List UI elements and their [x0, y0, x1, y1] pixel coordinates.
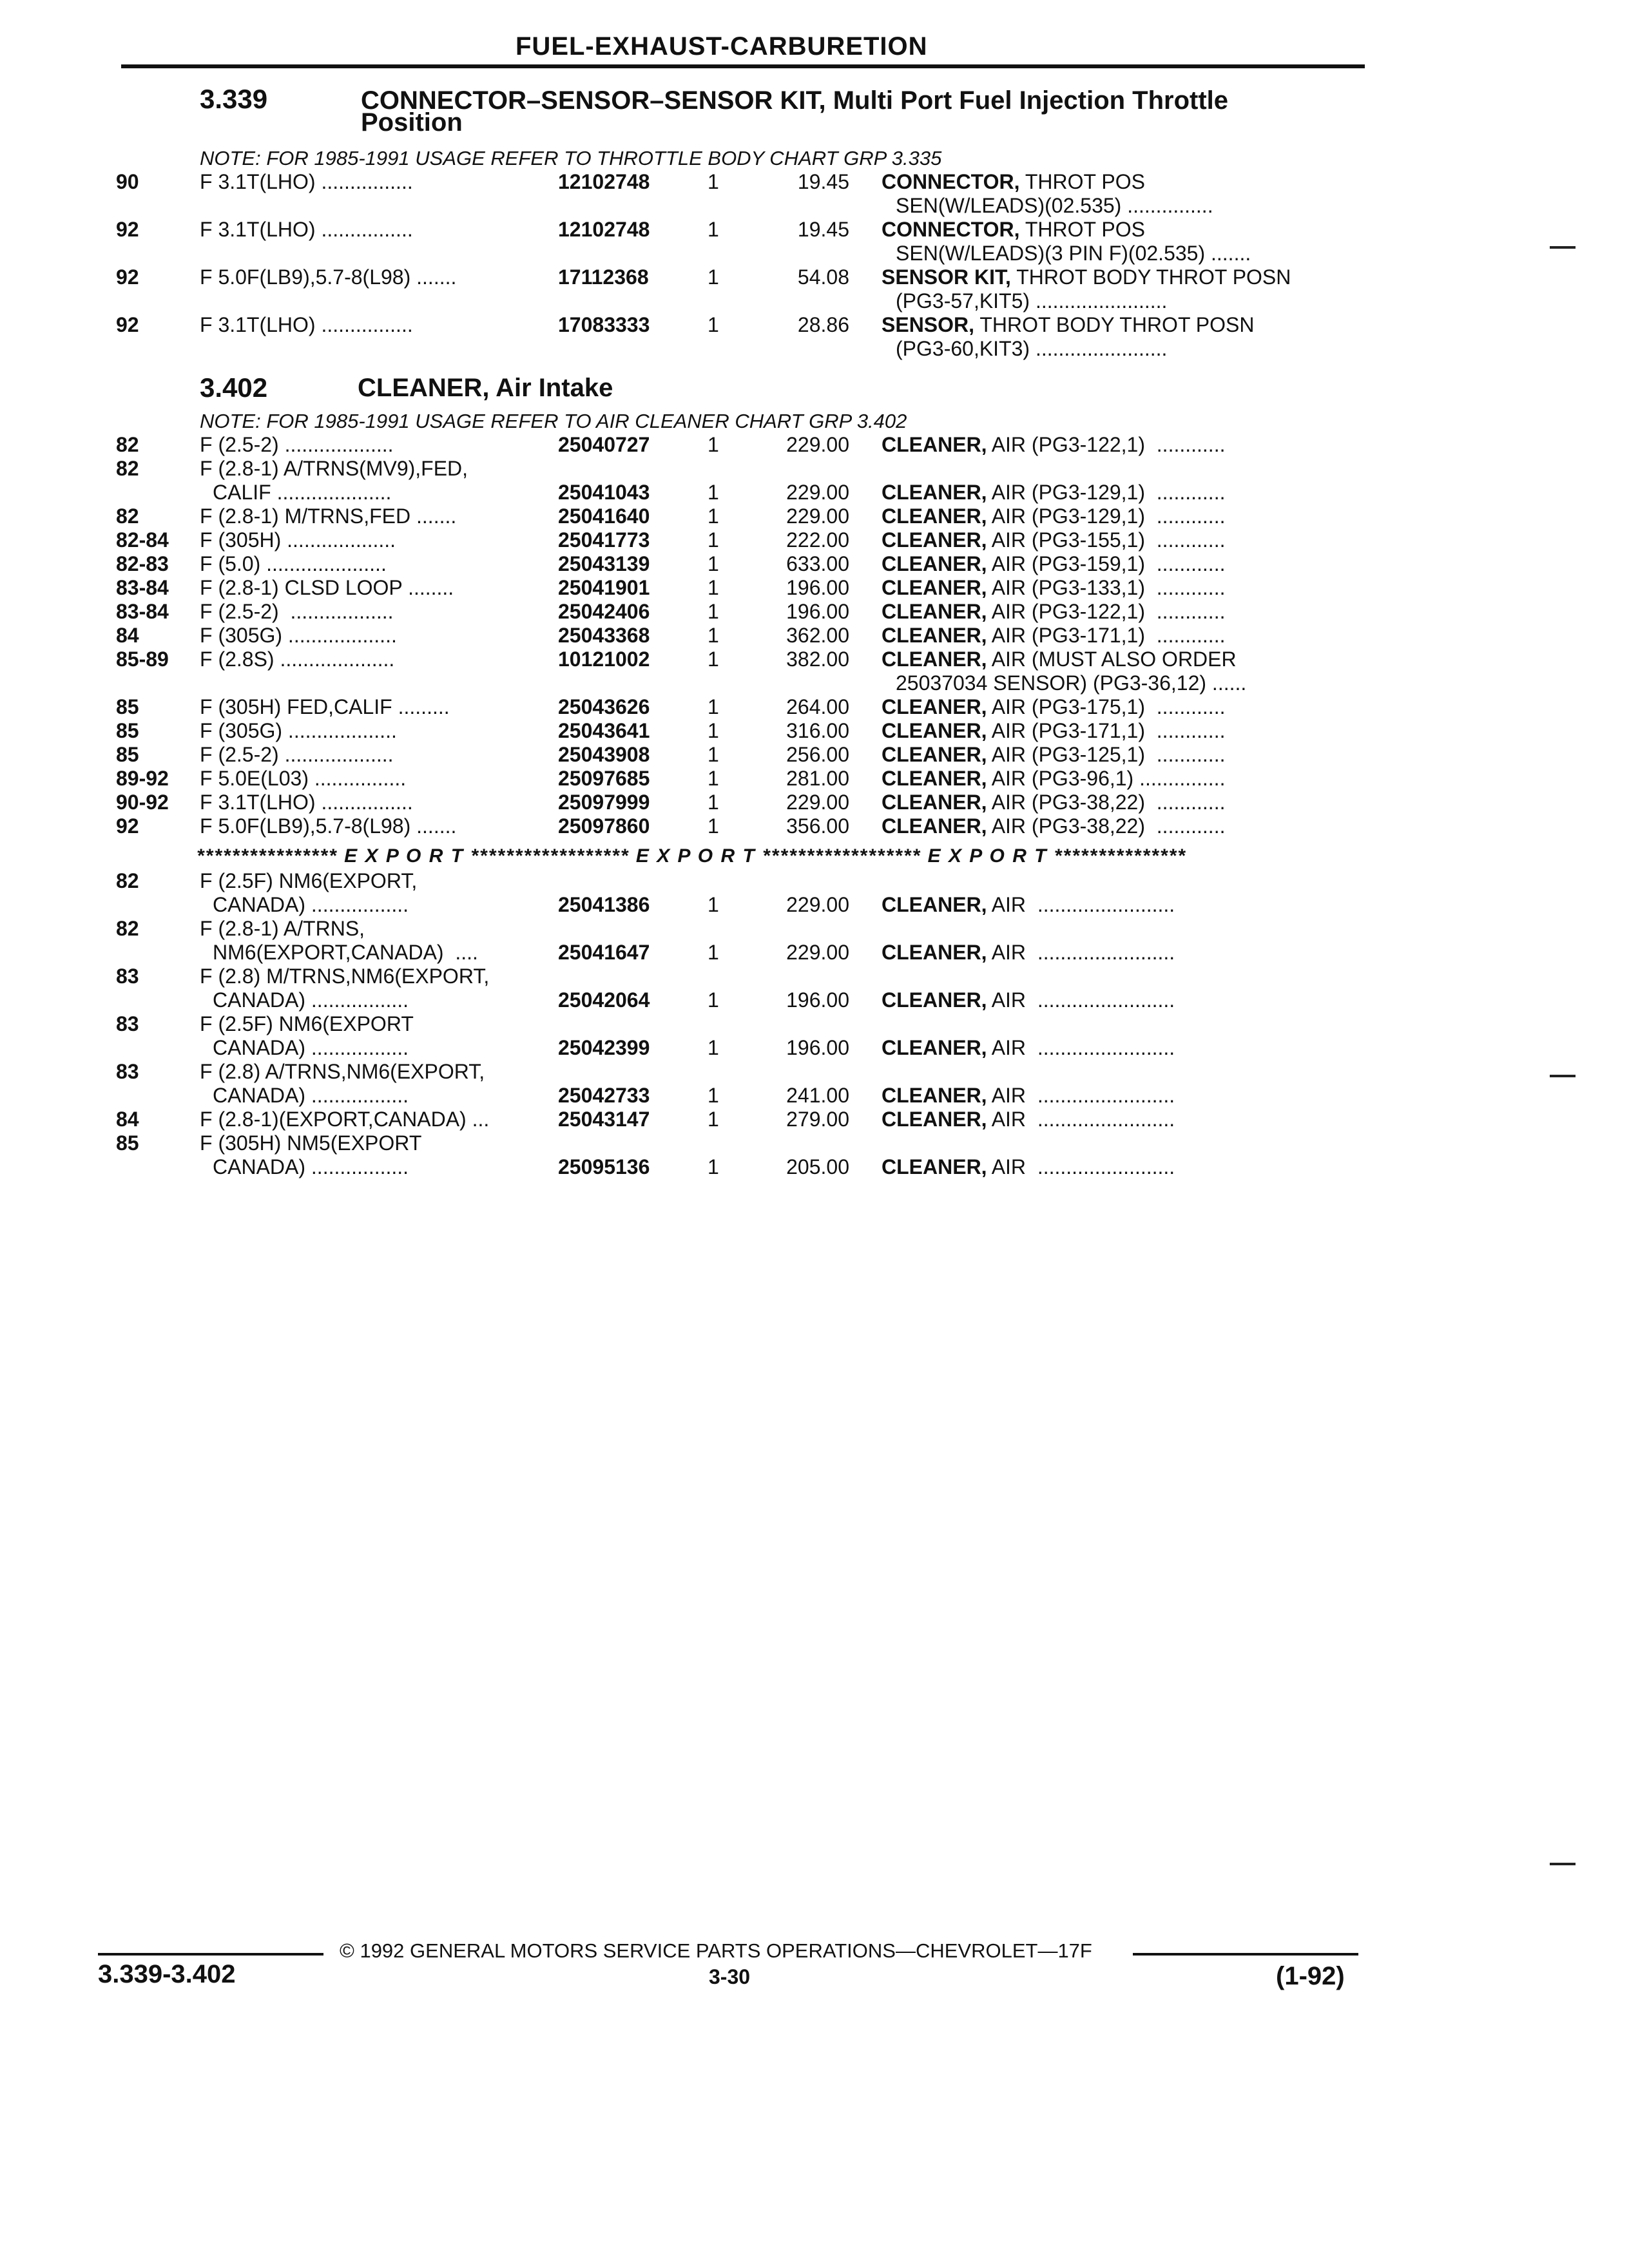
description-detail: AIR (PG3-171,1) ............ — [987, 719, 1226, 742]
description-name: SENSOR, — [882, 313, 975, 336]
quantity: 1 — [708, 265, 719, 289]
price: 241.00 — [786, 1084, 849, 1107]
description — [882, 988, 1175, 1012]
price: 196.00 — [786, 576, 849, 599]
application-cont: NM6(EXPORT,CANADA) .... — [213, 941, 478, 964]
margin-mark — [1550, 246, 1576, 249]
quantity: 1 — [708, 695, 719, 718]
application: F (2.5F) NM6(EXPORT, — [200, 869, 418, 892]
price: 205.00 — [786, 1155, 849, 1178]
description-name: CLEANER, — [882, 791, 987, 814]
part-number: 25043368 — [558, 624, 650, 647]
application: F (305G) ................... — [200, 624, 397, 647]
description-detail: AIR (PG3-122,1) ............ — [987, 600, 1226, 623]
application: F (5.0) ..................... — [200, 552, 387, 575]
price: 196.00 — [786, 600, 849, 623]
model-year: 83 — [116, 1060, 139, 1083]
price: 316.00 — [786, 719, 849, 742]
description-cont: SEN(W/LEADS)(3 PIN F)(02.535) ....... — [896, 242, 1251, 265]
page-header-title: FUEL-EXHAUST-CARBURETION — [516, 32, 928, 61]
application: F (2.8-1)(EXPORT,CANADA) ... — [200, 1108, 490, 1131]
part-number: 17083333 — [558, 313, 650, 336]
quantity: 1 — [708, 313, 719, 336]
model-year: 85 — [116, 695, 139, 718]
description — [882, 791, 1225, 814]
model-year: 82 — [116, 433, 139, 456]
description — [882, 941, 1175, 965]
description-name: CLEANER, — [882, 743, 987, 766]
application-cont: CANADA) ................. — [213, 1155, 409, 1178]
quantity: 1 — [708, 743, 719, 766]
section-number: 3.339 — [200, 84, 268, 114]
quantity: 1 — [708, 481, 719, 504]
description-detail: AIR (PG3-175,1) ............ — [987, 695, 1226, 718]
footer-copyright: © 1992 GENERAL MOTORS SERVICE PARTS OPERATIONS—CHEVROLET—17F — [340, 1939, 1092, 1962]
price: 229.00 — [786, 481, 849, 504]
quantity: 1 — [708, 791, 719, 814]
description-cont: (PG3-57,KIT5) ....................... — [896, 289, 1168, 312]
price: 279.00 — [786, 1108, 849, 1131]
quantity: 1 — [708, 505, 719, 528]
part-number: 12102748 — [558, 218, 650, 241]
model-year: 83 — [116, 1012, 139, 1035]
description-detail: THROT BODY THROT POSN — [974, 313, 1255, 336]
part-number: 25041386 — [558, 893, 650, 916]
description — [882, 170, 1145, 194]
description — [882, 481, 1225, 505]
description-name: CLEANER, — [882, 528, 987, 552]
quantity: 1 — [708, 1036, 719, 1059]
description-detail: AIR ........................ — [987, 988, 1175, 1012]
description-detail: AIR (PG3-125,1) ............ — [987, 743, 1226, 766]
description — [882, 624, 1225, 648]
price: 382.00 — [786, 648, 849, 671]
description-name: CLEANER, — [882, 719, 987, 742]
price: 229.00 — [786, 941, 849, 964]
price: 222.00 — [786, 528, 849, 552]
price: 229.00 — [786, 505, 849, 528]
description-cont: 25037034 SENSOR) (PG3-36,12) ...... — [896, 671, 1247, 695]
application: F (305H) FED,CALIF ......... — [200, 695, 450, 718]
application: F (2.8-1) M/TRNS,FED ....... — [200, 505, 457, 528]
description-name: CLEANER, — [882, 1084, 987, 1107]
description-name: CLEANER, — [882, 481, 987, 504]
description-detail: AIR ........................ — [987, 941, 1175, 964]
quantity: 1 — [708, 767, 719, 790]
price: 281.00 — [786, 767, 849, 790]
quantity: 1 — [708, 648, 719, 671]
description — [882, 893, 1175, 917]
model-year: 82 — [116, 505, 139, 528]
application-cont: CANADA) ................. — [213, 988, 409, 1012]
description — [882, 1155, 1175, 1179]
application: F (2.8S) .................... — [200, 648, 395, 671]
description-name: CONNECTOR, — [882, 170, 1020, 193]
description — [882, 1108, 1175, 1131]
model-year: 85 — [116, 1131, 139, 1155]
model-year: 82 — [116, 917, 139, 940]
description-name: CLEANER, — [882, 767, 987, 790]
part-number: 12102748 — [558, 170, 650, 193]
quantity: 1 — [708, 552, 719, 575]
description-detail: AIR ........................ — [987, 1084, 1175, 1107]
model-year: 82 — [116, 457, 139, 480]
margin-mark — [1550, 1863, 1576, 1865]
description-detail: AIR (PG3-171,1) ............ — [987, 624, 1226, 647]
model-year: 84 — [116, 624, 139, 647]
description-detail: THROT BODY THROT POSN — [1010, 265, 1291, 289]
model-year: 90-92 — [116, 791, 169, 814]
description-detail: AIR (PG3-122,1) ............ — [987, 433, 1226, 456]
description-name: CONNECTOR, — [882, 218, 1020, 241]
description-name: CLEANER, — [882, 433, 987, 456]
part-number: 25041640 — [558, 505, 650, 528]
section-note: NOTE: FOR 1985-1991 USAGE REFER TO AIR CLEANER CHART GRP 3.402 — [200, 410, 907, 432]
part-number: 25097685 — [558, 767, 650, 790]
description-detail: AIR (PG3-155,1) ............ — [987, 528, 1226, 552]
part-number: 25042399 — [558, 1036, 650, 1059]
application: F 3.1T(LHO) ................ — [200, 170, 413, 193]
description — [882, 552, 1225, 576]
application: F 5.0F(LB9),5.7-8(L98) ....... — [200, 814, 457, 838]
part-number: 25042733 — [558, 1084, 650, 1107]
description-cont: (PG3-60,KIT3) ....................... — [896, 337, 1168, 360]
description — [882, 719, 1225, 743]
section-title: CLEANER, Air Intake — [358, 374, 613, 402]
description — [882, 218, 1145, 242]
description-name: CLEANER, — [882, 552, 987, 575]
description — [882, 600, 1225, 624]
application: F (2.8-1) CLSD LOOP ........ — [200, 576, 454, 599]
description-detail: AIR (PG3-133,1) ............ — [987, 576, 1226, 599]
quantity: 1 — [708, 893, 719, 916]
part-number: 25041901 — [558, 576, 650, 599]
model-year: 83 — [116, 965, 139, 988]
price: 19.45 — [797, 170, 849, 193]
description — [882, 1084, 1175, 1108]
description — [882, 743, 1225, 767]
quantity: 1 — [708, 600, 719, 623]
description — [882, 528, 1225, 552]
quantity: 1 — [708, 1108, 719, 1131]
description — [882, 576, 1225, 600]
part-number: 25097860 — [558, 814, 650, 838]
price: 28.86 — [797, 313, 849, 336]
application: F (2.5-2) ................... — [200, 743, 394, 766]
quantity: 1 — [708, 1084, 719, 1107]
model-year: 85 — [116, 719, 139, 742]
description-name: CLEANER, — [882, 941, 987, 964]
description-name: CLEANER, — [882, 576, 987, 599]
application: F (2.5F) NM6(EXPORT — [200, 1012, 414, 1035]
application-cont: CANADA) ................. — [213, 1036, 409, 1059]
section-number: 3.402 — [200, 372, 268, 403]
description — [882, 505, 1225, 528]
model-year: 84 — [116, 1108, 139, 1131]
description-name: SENSOR KIT, — [882, 265, 1011, 289]
price: 229.00 — [786, 893, 849, 916]
description-detail: AIR (PG3-159,1) ............ — [987, 552, 1226, 575]
application: F (2.5-2) ................... — [200, 433, 394, 456]
description-detail: AIR ........................ — [987, 1155, 1175, 1178]
description — [882, 1036, 1175, 1060]
part-number: 25095136 — [558, 1155, 650, 1178]
quantity: 1 — [708, 433, 719, 456]
part-number: 25097999 — [558, 791, 650, 814]
description-name: CLEANER, — [882, 648, 987, 671]
export-banner: **************** E X P O R T ****************** E X P O R T ****************** E X P O R T *************** — [197, 845, 1186, 867]
description — [882, 767, 1225, 791]
application: F (2.8) A/TRNS,NM6(EXPORT, — [200, 1060, 485, 1083]
part-number: 25042064 — [558, 988, 650, 1012]
part-number: 25043147 — [558, 1108, 650, 1131]
price: 362.00 — [786, 624, 849, 647]
description-detail: AIR ........................ — [987, 1108, 1175, 1131]
description — [882, 265, 1291, 289]
description-detail: THROT POS — [1019, 218, 1145, 241]
application-cont: CANADA) ................. — [213, 1084, 409, 1107]
model-year: 92 — [116, 218, 139, 241]
part-number: 25041043 — [558, 481, 650, 504]
description — [882, 648, 1237, 671]
model-year: 89-92 — [116, 767, 169, 790]
description-detail: AIR (PG3-38,22) ............ — [987, 791, 1226, 814]
description-detail: AIR (PG3-38,22) ............ — [987, 814, 1226, 838]
description-detail: AIR (PG3-129,1) ............ — [987, 481, 1226, 504]
part-number: 25043626 — [558, 695, 650, 718]
description — [882, 313, 1254, 337]
description-name: CLEANER, — [882, 600, 987, 623]
price: 54.08 — [797, 265, 849, 289]
application: F (2.8-1) A/TRNS, — [200, 917, 365, 940]
margin-mark — [1550, 1075, 1576, 1077]
application-cont: CANADA) ................. — [213, 893, 409, 916]
description-name: CLEANER, — [882, 814, 987, 838]
quantity: 1 — [708, 941, 719, 964]
section-note: NOTE: FOR 1985-1991 USAGE REFER TO THROTTLE BODY CHART GRP 3.335 — [200, 147, 942, 169]
description-detail: THROT POS — [1019, 170, 1145, 193]
part-number: 10121002 — [558, 648, 650, 671]
model-year: 92 — [116, 814, 139, 838]
footer-rule — [1133, 1953, 1358, 1956]
footer-rule — [98, 1953, 323, 1956]
price: 19.45 — [797, 218, 849, 241]
description — [882, 695, 1225, 719]
quantity: 1 — [708, 624, 719, 647]
model-year: 82-84 — [116, 528, 169, 552]
application-cont: CALIF .................... — [213, 481, 392, 504]
price: 229.00 — [786, 791, 849, 814]
description-detail: AIR ........................ — [987, 1036, 1175, 1059]
quantity: 1 — [708, 528, 719, 552]
price: 633.00 — [786, 552, 849, 575]
price: 229.00 — [786, 433, 849, 456]
model-year: 83-84 — [116, 576, 169, 599]
part-number: 25043908 — [558, 743, 650, 766]
quantity: 1 — [708, 218, 719, 241]
quantity: 1 — [708, 1155, 719, 1178]
application: F (305G) ................... — [200, 719, 397, 742]
description-name: CLEANER, — [882, 505, 987, 528]
model-year: 85 — [116, 743, 139, 766]
application: F (305H) NM5(EXPORT — [200, 1131, 422, 1155]
model-year: 92 — [116, 313, 139, 336]
quantity: 1 — [708, 170, 719, 193]
model-year: 85-89 — [116, 648, 169, 671]
description-name: CLEANER, — [882, 893, 987, 916]
description-detail: AIR ........................ — [987, 893, 1175, 916]
description-name: CLEANER, — [882, 1036, 987, 1059]
part-number: 25040727 — [558, 433, 650, 456]
description-detail: AIR (MUST ALSO ORDER — [987, 648, 1237, 671]
description-name: CLEANER, — [882, 695, 987, 718]
application: F (305H) ................... — [200, 528, 396, 552]
quantity: 1 — [708, 719, 719, 742]
description-detail: AIR (PG3-129,1) ............ — [987, 505, 1226, 528]
part-number: 25041647 — [558, 941, 650, 964]
quantity: 1 — [708, 576, 719, 599]
model-year: 82-83 — [116, 552, 169, 575]
description — [882, 814, 1225, 838]
part-number: 25042406 — [558, 600, 650, 623]
application: F (2.8) M/TRNS,NM6(EXPORT, — [200, 965, 490, 988]
description-name: CLEANER, — [882, 1155, 987, 1178]
price: 356.00 — [786, 814, 849, 838]
model-year: 92 — [116, 265, 139, 289]
quantity: 1 — [708, 814, 719, 838]
model-year: 82 — [116, 869, 139, 892]
application: F (2.8-1) A/TRNS(MV9),FED, — [200, 457, 468, 480]
header-rule — [121, 64, 1365, 68]
footer-date: (1-92) — [1276, 1962, 1345, 1990]
section-title-cont: Position — [361, 108, 463, 137]
price: 196.00 — [786, 988, 849, 1012]
model-year: 83-84 — [116, 600, 169, 623]
price: 264.00 — [786, 695, 849, 718]
price: 256.00 — [786, 743, 849, 766]
application: F 3.1T(LHO) ................ — [200, 218, 413, 241]
description-detail: AIR (PG3-96,1) ............... — [987, 767, 1226, 790]
description-name: CLEANER, — [882, 988, 987, 1012]
section-title: CONNECTOR–SENSOR–SENSOR KIT, Multi Port Fuel Injection Throttle — [361, 86, 1229, 115]
footer-group-range: 3.339-3.402 — [98, 1960, 236, 1988]
description-name: CLEANER, — [882, 1108, 987, 1131]
part-number: 25043139 — [558, 552, 650, 575]
part-number: 17112368 — [558, 265, 649, 289]
description-name: CLEANER, — [882, 624, 987, 647]
footer-page-number: 3-30 — [709, 1965, 751, 1988]
application: F (2.5-2) .................. — [200, 600, 394, 623]
part-number: 25041773 — [558, 528, 650, 552]
price: 196.00 — [786, 1036, 849, 1059]
model-year: 90 — [116, 170, 139, 193]
application: F 3.1T(LHO) ................ — [200, 791, 413, 814]
application: F 5.0E(L03) ................ — [200, 767, 407, 790]
application: F 5.0F(LB9),5.7-8(L98) ....... — [200, 265, 457, 289]
description — [882, 433, 1225, 457]
quantity: 1 — [708, 988, 719, 1012]
application: F 3.1T(LHO) ................ — [200, 313, 413, 336]
description-cont: SEN(W/LEADS)(02.535) ............... — [896, 194, 1213, 217]
part-number: 25043641 — [558, 719, 650, 742]
